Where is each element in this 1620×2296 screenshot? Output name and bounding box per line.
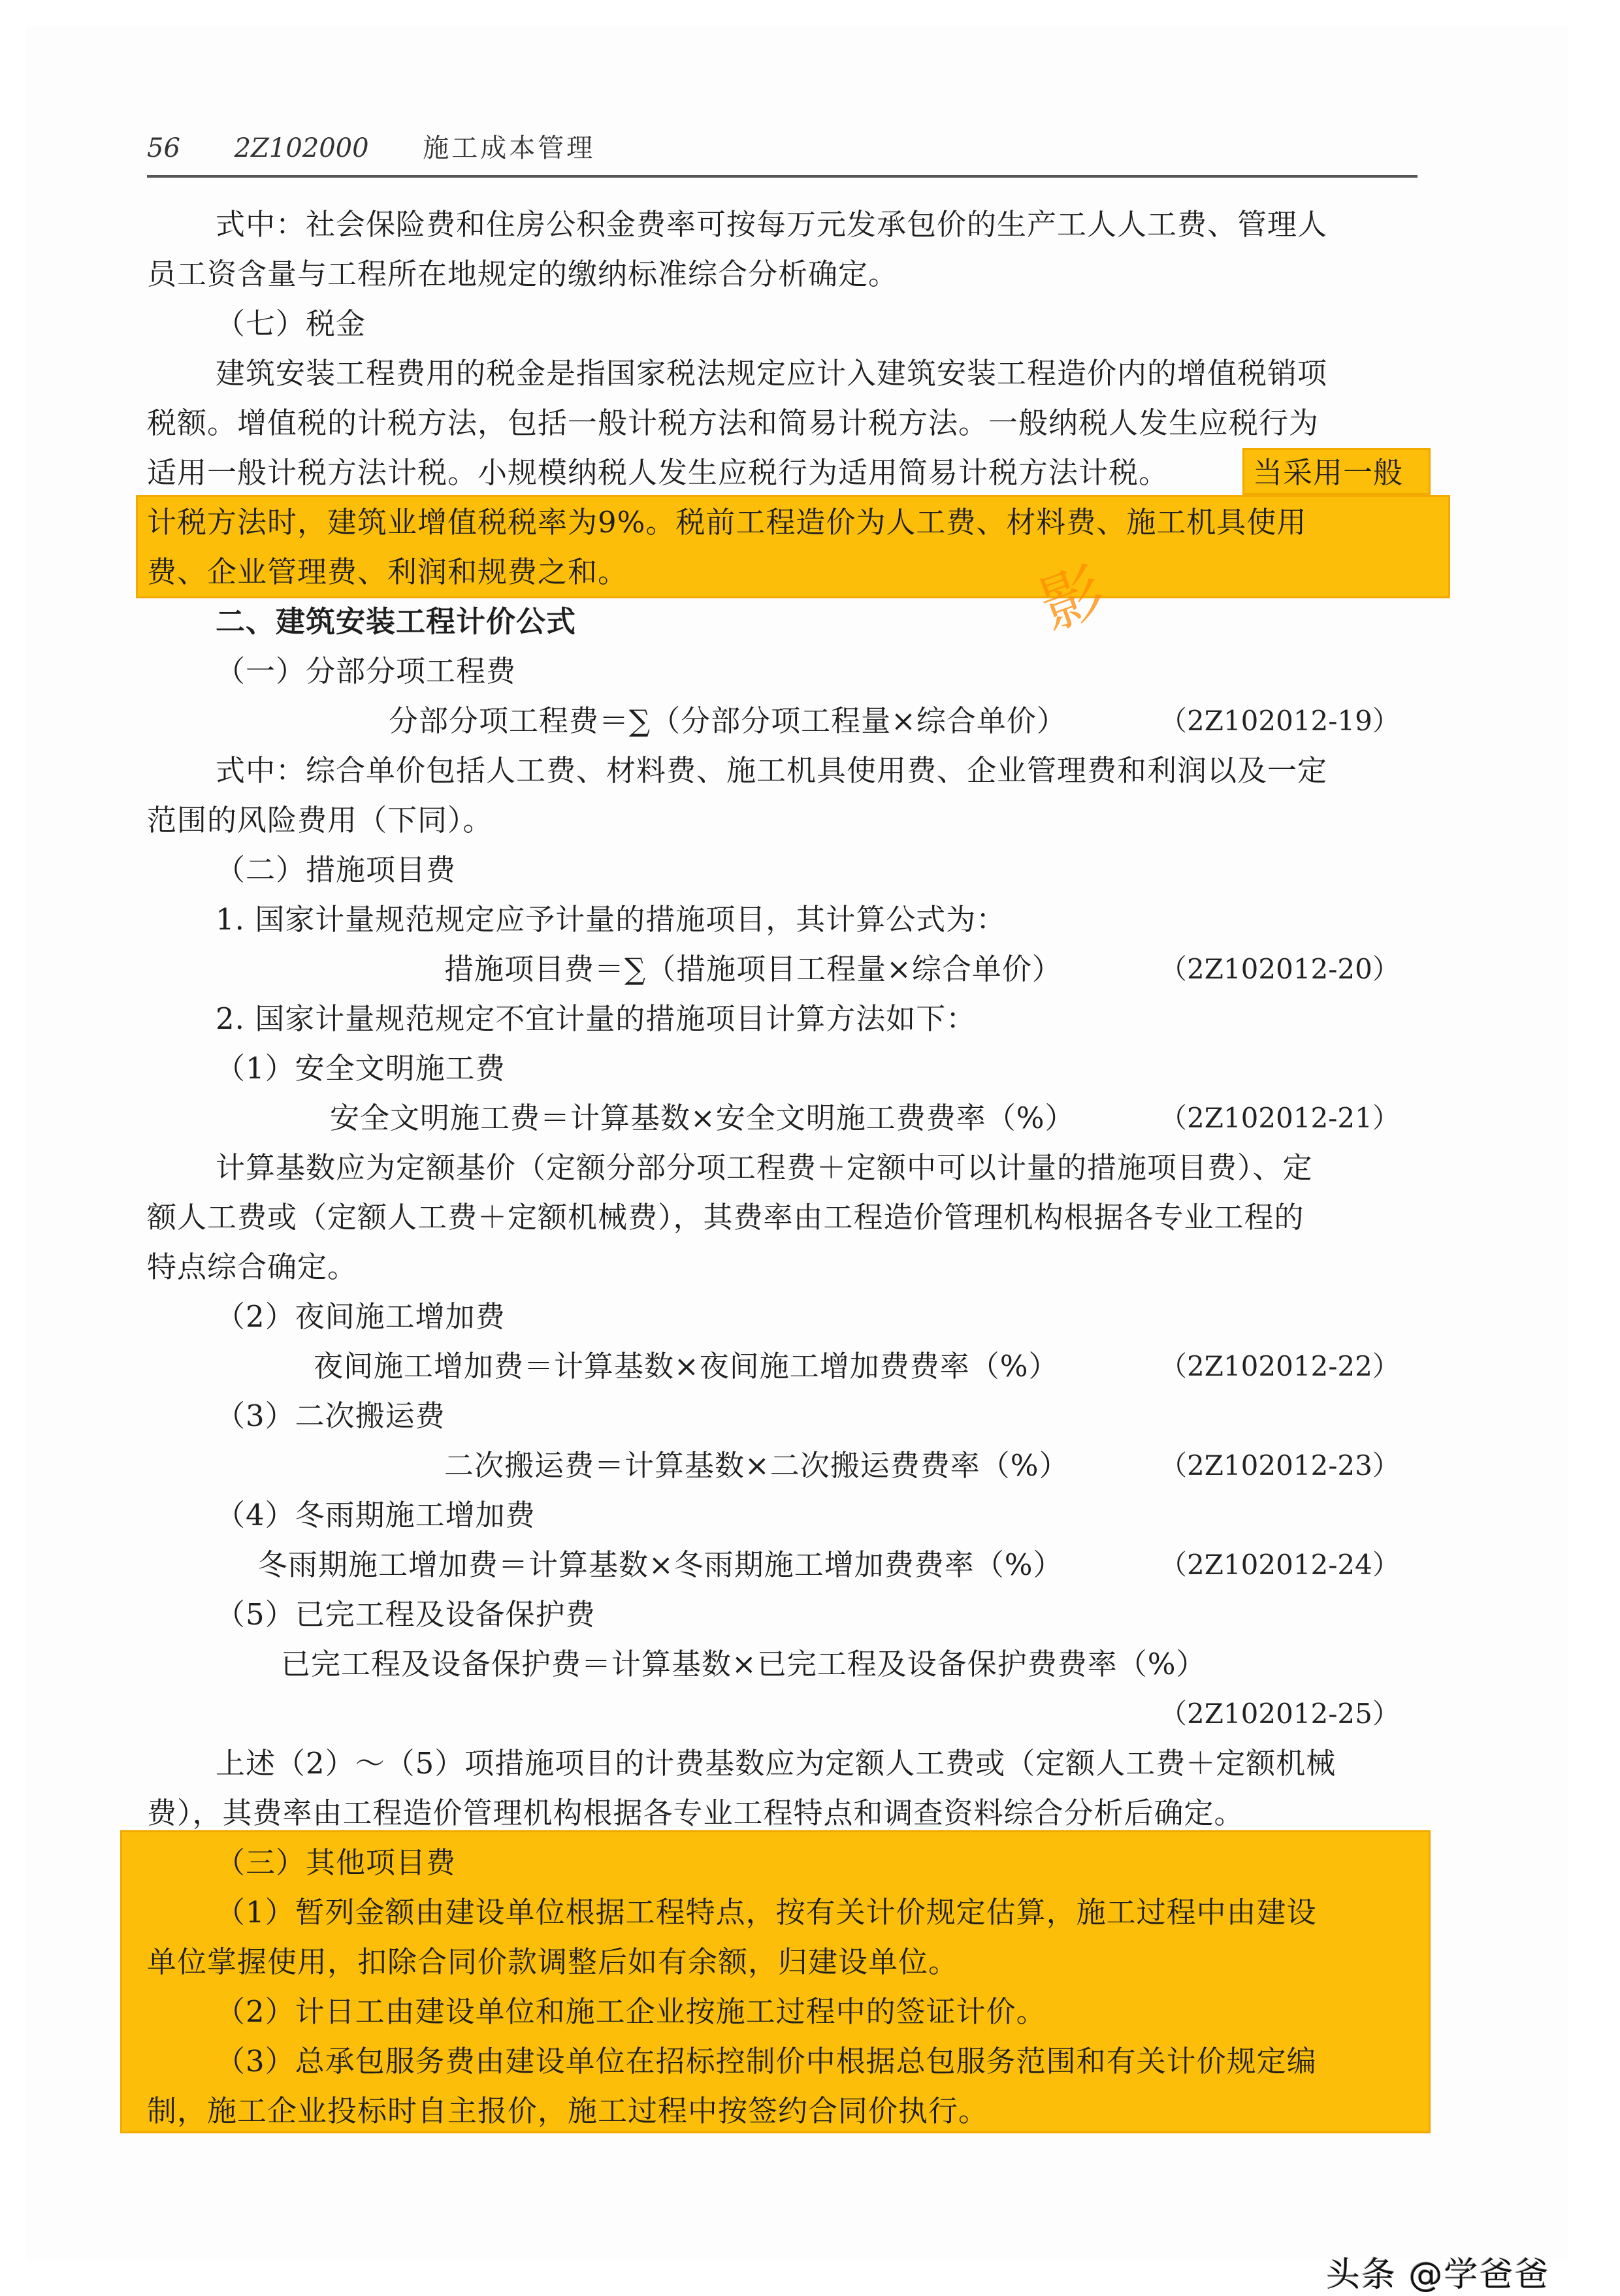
paragraph-line: 费），其费率由工程造价管理机构根据各专业工程特点和调查资料综合分析后确定。 <box>147 1796 1244 1830</box>
highlighted-text: 费、企业管理费、利润和规费之和。 <box>147 555 628 589</box>
highlighted-text: （2）计日工由建设单位和施工企业按施工过程中的签证计价。 <box>216 1994 1046 2029</box>
highlighted-subheading: （三）其他项目费 <box>216 1845 457 1880</box>
highlighted-text: 单位掌握使用，扣除合同价款调整后如有余额，归建设单位。 <box>147 1945 959 1979</box>
subheading: （4）冬雨期施工增加费 <box>216 1498 536 1532</box>
highlighted-text: 制，施工企业投标时自主报价，施工过程中按签约合同价执行。 <box>147 2094 989 2128</box>
page-number: 56 <box>147 133 180 163</box>
subheading: （2）夜间施工增加费 <box>216 1299 506 1334</box>
highlighted-text: （3）总承包服务费由建设单位在招标控制价中根据总包服务范围和有关计价规定编 <box>216 2044 1317 2078</box>
stamp-watermark-icon: 影 <box>1030 553 1115 644</box>
source-watermark: 头条 @学爸爸 <box>1326 2256 1550 2295</box>
paragraph-line: 特点综合确定。 <box>147 1250 358 1284</box>
equation-number: （2Z102012-22） <box>1159 1350 1400 1382</box>
page-header <box>147 127 641 167</box>
equation-number: （2Z102012-25） <box>1159 1698 1400 1730</box>
subheading-taxes: （七）税金 <box>216 306 366 341</box>
formula-line: 夜间施工增加费＝计算基数×夜间施工增加费费率（%） <box>314 1349 1059 1383</box>
formula-line: 措施项目费＝∑（措施项目工程量×综合单价） <box>444 952 1062 986</box>
highlighted-text: （1）暂列金额由建设单位根据工程特点，按有关计价规定估算，施工过程中由建设 <box>216 1895 1317 1930</box>
subheading: （一）分部分项工程费 <box>216 654 517 688</box>
paragraph-line: 上述（2）～（5）项措施项目的计费基数应为定额人工费或（定额人工费＋定额机械 <box>216 1746 1336 1781</box>
paragraph-line: 范围的风险费用（下同）。 <box>147 803 493 837</box>
paragraph-line: 式中：社会保险费和住房公积金费率可按每万元发承包价的生产工人人工费、管理人 <box>216 207 1328 242</box>
equation-number: （2Z102012-23） <box>1159 1449 1400 1481</box>
subheading: （5）已完工程及设备保护费 <box>216 1597 596 1632</box>
formula-line: 已完工程及设备保护费＝计算基数×已完工程及设备保护费费率（%） <box>281 1647 1207 1681</box>
paragraph-line: 额人工费或（定额人工费＋定额机械费），其费率由工程造价管理机构根据各专业工程的 <box>147 1200 1304 1235</box>
section-heading: 二、建筑安装工程计价公式 <box>216 604 577 639</box>
highlighted-text: 计税方法时，建筑业增值税税率为9%。税前工程造价为人工费、材料费、施工机具使用 <box>147 505 1307 540</box>
list-item: 1. 国家计量规范规定应予计量的措施项目，其计算公式为： <box>216 902 1007 937</box>
paragraph-line: 计算基数应为定额基价（定额分部分项工程费＋定额中可以计量的措施项目费）、定 <box>216 1150 1313 1185</box>
formula-line: 冬雨期施工增加费＝计算基数×冬雨期施工增加费费率（%） <box>258 1547 1063 1582</box>
paragraph-line: 式中：综合单价包括人工费、材料费、施工机具使用费、企业管理费和利润以及一定 <box>216 753 1328 788</box>
paragraph-line: 适用一般计税方法计税。小规模纳税人发生应税行为适用简易计税方法计税。 <box>147 455 1169 490</box>
formula-line: 二次搬运费＝计算基数×二次搬运费费率（%） <box>444 1448 1069 1483</box>
formula-line: 安全文明施工费＝计算基数×安全文明施工费费率（%） <box>330 1101 1075 1135</box>
subheading: （1）安全文明施工费 <box>216 1051 506 1086</box>
list-item: 2. 国家计量规范规定不宜计量的措施项目计算方法如下： <box>216 1001 977 1036</box>
header-rule <box>147 175 1418 178</box>
section-code: 2Z102000 <box>234 133 369 163</box>
subheading: （二）措施项目费 <box>216 852 457 887</box>
equation-number: （2Z102012-24） <box>1159 1549 1400 1581</box>
equation-number: （2Z102012-20） <box>1159 953 1400 985</box>
paragraph-line: 建筑安装工程费用的税金是指国家税法规定应计入建筑安装工程造价内的增值税销项 <box>216 356 1328 391</box>
formula-line: 分部分项工程费＝∑（分部分项工程量×综合单价） <box>389 703 1067 738</box>
paragraph-line: 员工资含量与工程所在地规定的缴纳标准综合分析确定。 <box>147 257 899 291</box>
equation-number: （2Z102012-19） <box>1159 705 1400 737</box>
equation-number: （2Z102012-21） <box>1159 1102 1400 1134</box>
highlighted-text: 当采用一般 <box>1253 455 1404 490</box>
paragraph-line: 税额。增值税的计税方法，包括一般计税方法和简易计税方法。一般纳税人发生应税行为 <box>147 406 1320 440</box>
section-title: 施工成本管理 <box>423 133 596 163</box>
subheading: （3）二次搬运费 <box>216 1399 446 1433</box>
